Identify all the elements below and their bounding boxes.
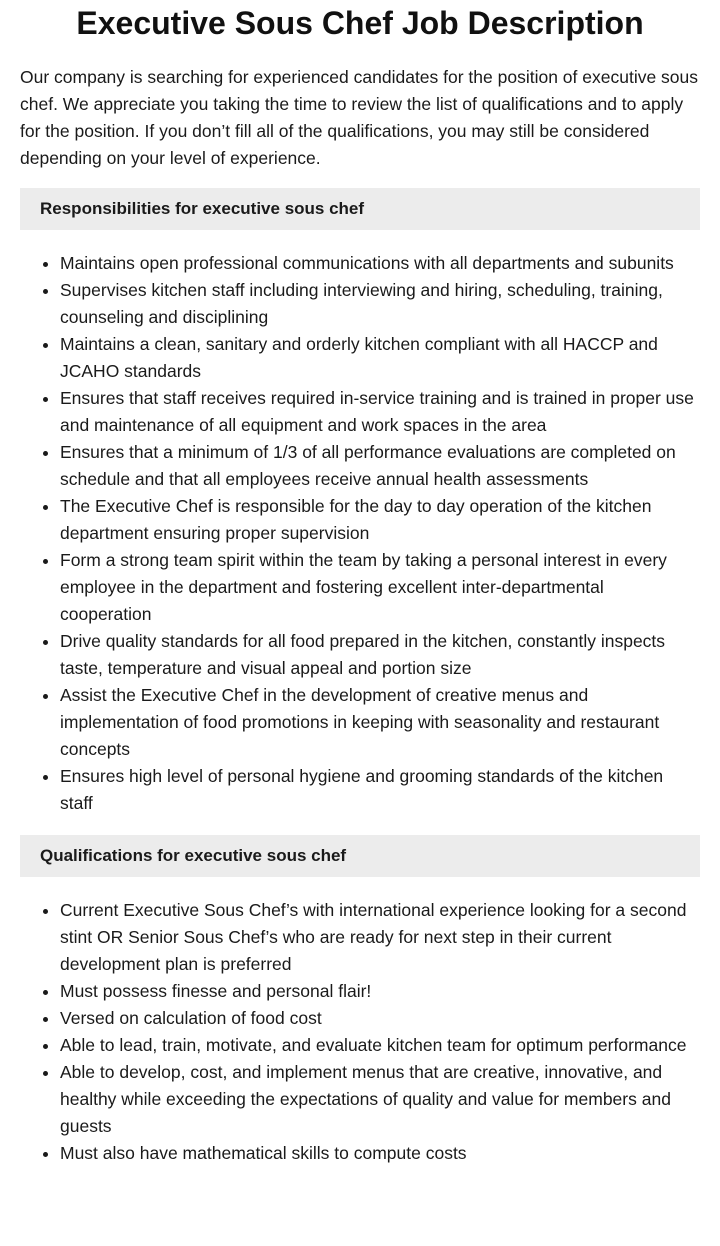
list-item: • Must also have mathematical skills to compute costs — [60, 1140, 700, 1167]
list-item: • Ensures that staff receives required in-service training and is trained in proper use and maintenance of all equipment and work spaces in the area — [60, 385, 700, 439]
list-item: • Current Executive Sous Chef’s with international experience looking for a second stint OR Senior Sous Chef’s who are ready for next step in their current development plan is preferred — [60, 897, 700, 978]
list-item: • Versed on calculation of food cost — [60, 1005, 700, 1032]
list-item: • Maintains a clean, sanitary and orderly kitchen compliant with all HACCP and JCAHO standards — [60, 331, 700, 385]
responsibilities-list — [20, 250, 700, 817]
list-item: • Ensures that a minimum of 1/3 of all performance evaluations are completed on schedule and that all employees receive annual health assessments — [60, 439, 700, 493]
list-item: • Assist the Executive Chef in the development of creative menus and implementation of food promotions in keeping with seasonality and restaurant concepts — [60, 682, 700, 763]
list-item: • Drive quality standards for all food prepared in the kitchen, constantly inspects taste, temperature and visual appeal and portion size — [60, 628, 700, 682]
list-item: • Able to develop, cost, and implement menus that are creative, innovative, and healthy while exceeding the expectations of quality and value for members and guests — [60, 1059, 700, 1140]
qualifications-heading: Qualifications for executive sous chef — [20, 835, 700, 877]
list-item: • Form a strong team spirit within the team by taking a personal interest in every employee in the department and fostering excellent inter-departmental cooperation — [60, 547, 700, 628]
list-item: • Must possess finesse and personal flair! — [60, 978, 700, 1005]
responsibilities-heading: Responsibilities for executive sous chef — [20, 188, 700, 230]
qualifications-list — [20, 897, 700, 1167]
list-item: • The Executive Chef is responsible for the day to day operation of the kitchen department ensuring proper supervision — [60, 493, 700, 547]
page-title: Executive Sous Chef Job Description — [76, 5, 644, 41]
intro-paragraph: Our company is searching for experienced candidates for the position of executive sous chef. We appreciate you taking the time to review the list of qualifications and to apply for the position. If you don’t fill all of the qualifications, you may still be considered depending on your level of experience. — [20, 67, 699, 168]
list-item: • Supervises kitchen staff including interviewing and hiring, scheduling, training, counseling and disciplining — [60, 277, 700, 331]
list-item: • Maintains open professional communications with all departments and subunits — [60, 250, 700, 277]
list-item: • Able to lead, train, motivate, and evaluate kitchen team for optimum performance — [60, 1032, 700, 1059]
list-item: • Ensures high level of personal hygiene and grooming standards of the kitchen staff — [60, 763, 700, 817]
